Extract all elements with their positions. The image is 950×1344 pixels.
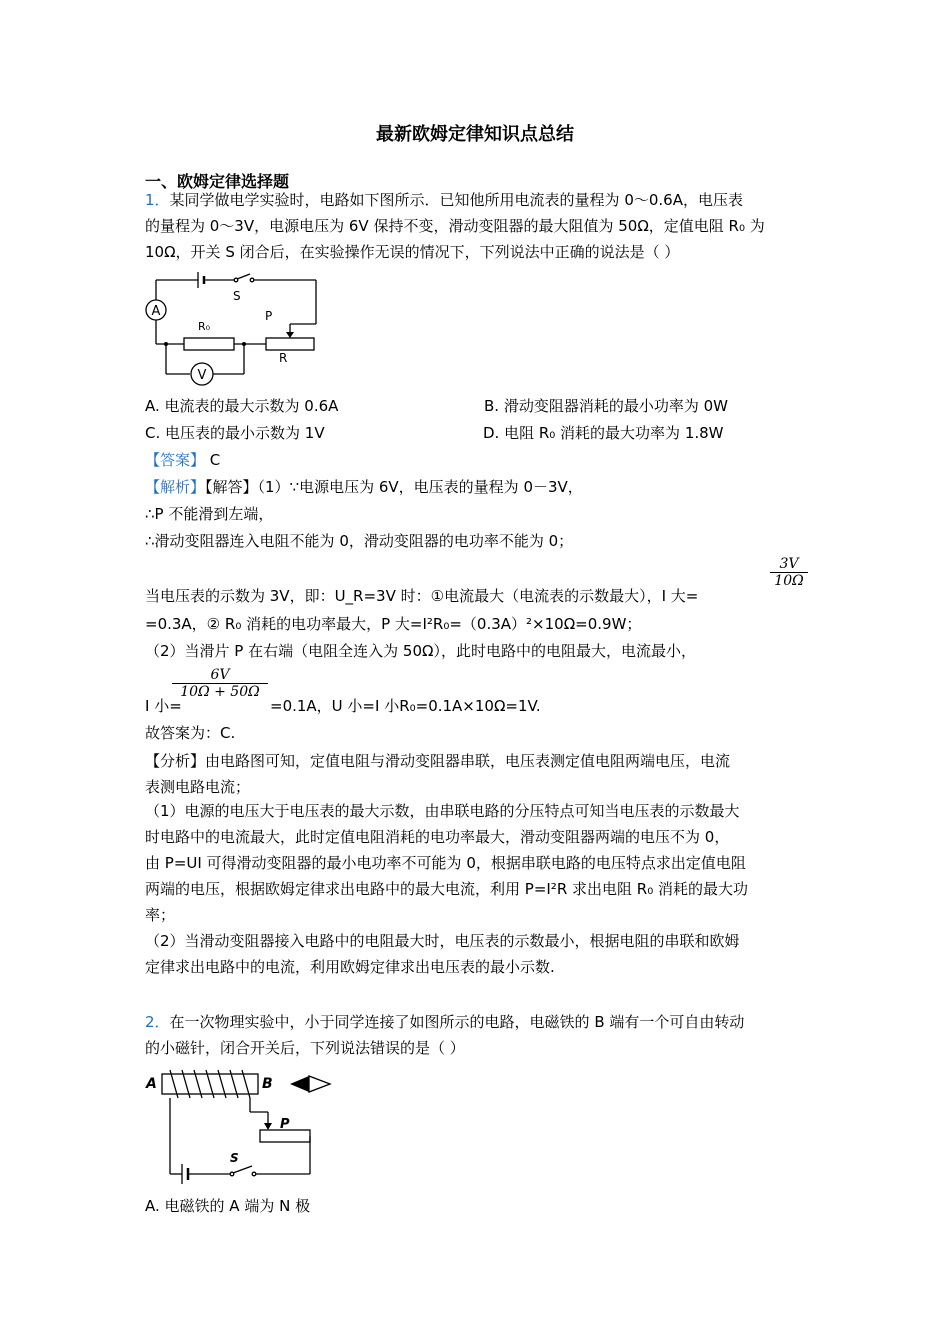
q1-option-c: C. 电压表的最小示数为 1V [145, 424, 325, 442]
q1-note-5: 由 P=UI 可得滑动变阻器的最小电功率不可能为 0，根据串联电路的电压特点求出定值电阻 [145, 854, 746, 872]
q1-stem-line-2: 的量程为 0～3V，电源电压为 6V 保持不变，滑动变阻器的最大阻值为 50Ω，定值电阻 R₀ 为 [145, 217, 765, 235]
doc-title: 最新欧姆定律知识点总结 [376, 124, 574, 145]
q1-option-b: B. 滑动变阻器消耗的最小功率为 0W [484, 397, 728, 415]
q1-note-6: 两端的电压，根据欧姆定律求出电路中的最大电流，利用 P=I²R 求出电阻 R₀ 消耗的最大功 [145, 880, 748, 898]
q1-analysis-5: =0.3A，② R₀ 消耗的电功率最大，P 大=I²R₀=（0.3A）²×10Ω=0.9W； [145, 615, 642, 633]
rheostat-label: R [279, 351, 288, 365]
slider-label-2: P [280, 1117, 290, 1132]
q1-option-d: D. 电阻 R₀ 消耗的最大功率为 1.8W [483, 424, 724, 442]
q1-number: 1． [145, 191, 170, 209]
q1-stem-text-1: 某同学做电学实验时，电路如下图所示．已知他所用电流表的量程为 0～0.6A，电压表 [169, 191, 743, 209]
slider-label: P [265, 309, 273, 323]
analysis-text-1: 【解答】（1）∵电源电压为 6V，电压表的量程为 0－3V， [205, 478, 583, 496]
switch-label: S [233, 289, 241, 303]
end-b-label: B [262, 1076, 273, 1092]
fraction-imin [172, 667, 268, 700]
q1-note-4: 时电路中的电流最大，此时定值电阻消耗的电功率最大，滑动变阻器两端的电压不为 0， [145, 828, 730, 846]
q2-option-a: A. 电磁铁的 A 端为 N 极 [145, 1197, 311, 1215]
q1-option-a: A. 电流表的最大示数为 0.6A [145, 397, 339, 415]
q1-note-3: （1）电源的电压大于电压表的最大示数，由串联电路的分压特点可知当电压表的示数最大 [145, 802, 740, 820]
fraction-imax-denominator: 10Ω [770, 572, 808, 589]
end-a-label: A [146, 1076, 157, 1092]
q1-analysis-8: 故答案为：C. [145, 724, 236, 742]
q1-note-2: 表测电路电流； [145, 778, 251, 796]
q1-note-8: （2）当滑动变阻器接入电路中的电阻最大时，电压表的示数最小，根据电阻的串联和欧姆 [145, 932, 740, 950]
fraction-imin-denominator: 10Ω + 50Ω [172, 683, 268, 700]
q1-note-1: 【分析】由电路图可知，定值电阻与滑动变阻器串联，电压表测定值电阻两端电压，电流 [145, 752, 731, 770]
q1-stem-line-1 [145, 190, 743, 210]
answer-tag: 【答案】 [145, 451, 206, 469]
q2-circuit-diagram [142, 1068, 342, 1188]
fraction-imax-numerator: 3V [779, 556, 799, 572]
analysis-tag: 【解析】 [145, 478, 206, 496]
q1-analysis-7a: I 小= [145, 697, 182, 715]
q1-analysis-4: 当电压表的示数为 3V，即：U_R=3V 时：①电流最大（电流表的示数最大），I 大= [145, 587, 699, 605]
q2-number: 2． [145, 1013, 170, 1031]
fraction-imin-numerator: 6V [210, 667, 230, 683]
q1-analysis-3: ∴滑动变阻器连入电阻不能为 0，滑动变阻器的电功率不能为 0； [145, 532, 574, 550]
q2-stem-line-1 [145, 1012, 744, 1032]
switch-label-2: S [230, 1151, 239, 1165]
q1-answer [145, 450, 220, 470]
voltmeter-label: V [197, 368, 207, 383]
q2-stem-line-2: 的小磁针，闭合开关后，下列说法错误的是（ ） [145, 1039, 465, 1057]
q1-note-9: 定律求出电路中的电流，利用欧姆定律求出电压表的最小示数. [145, 958, 555, 976]
q1-stem-line-3: 10Ω，开关 S 闭合后，在实验操作无误的情况下，下列说法中正确的说法是（ ） [145, 243, 680, 261]
ammeter-label: A [151, 304, 161, 319]
fraction-imax [770, 556, 808, 589]
q1-circuit-diagram [140, 268, 330, 390]
q1-analysis-2: ∴P 不能滑到左端， [145, 505, 274, 523]
q1-analysis-6: （2）当滑片 P 在右端（电阻全连入为 50Ω），此时电路中的电阻最大，电流最小， [145, 642, 696, 660]
q1-analysis-7b: =0.1A，U 小=I 小R₀=0.1A×10Ω=1V. [270, 697, 541, 715]
q2-stem-text-1: 在一次物理实验中，小于同学连接了如图所示的电路，电磁铁的 B 端有一个可自由转动 [169, 1013, 745, 1031]
q1-analysis-1 [145, 477, 583, 497]
q1-note-7: 率； [145, 906, 176, 924]
r0-label: R₀ [198, 320, 211, 333]
answer-value: C [209, 451, 221, 469]
section-heading: 一、欧姆定律选择题 [145, 172, 290, 191]
